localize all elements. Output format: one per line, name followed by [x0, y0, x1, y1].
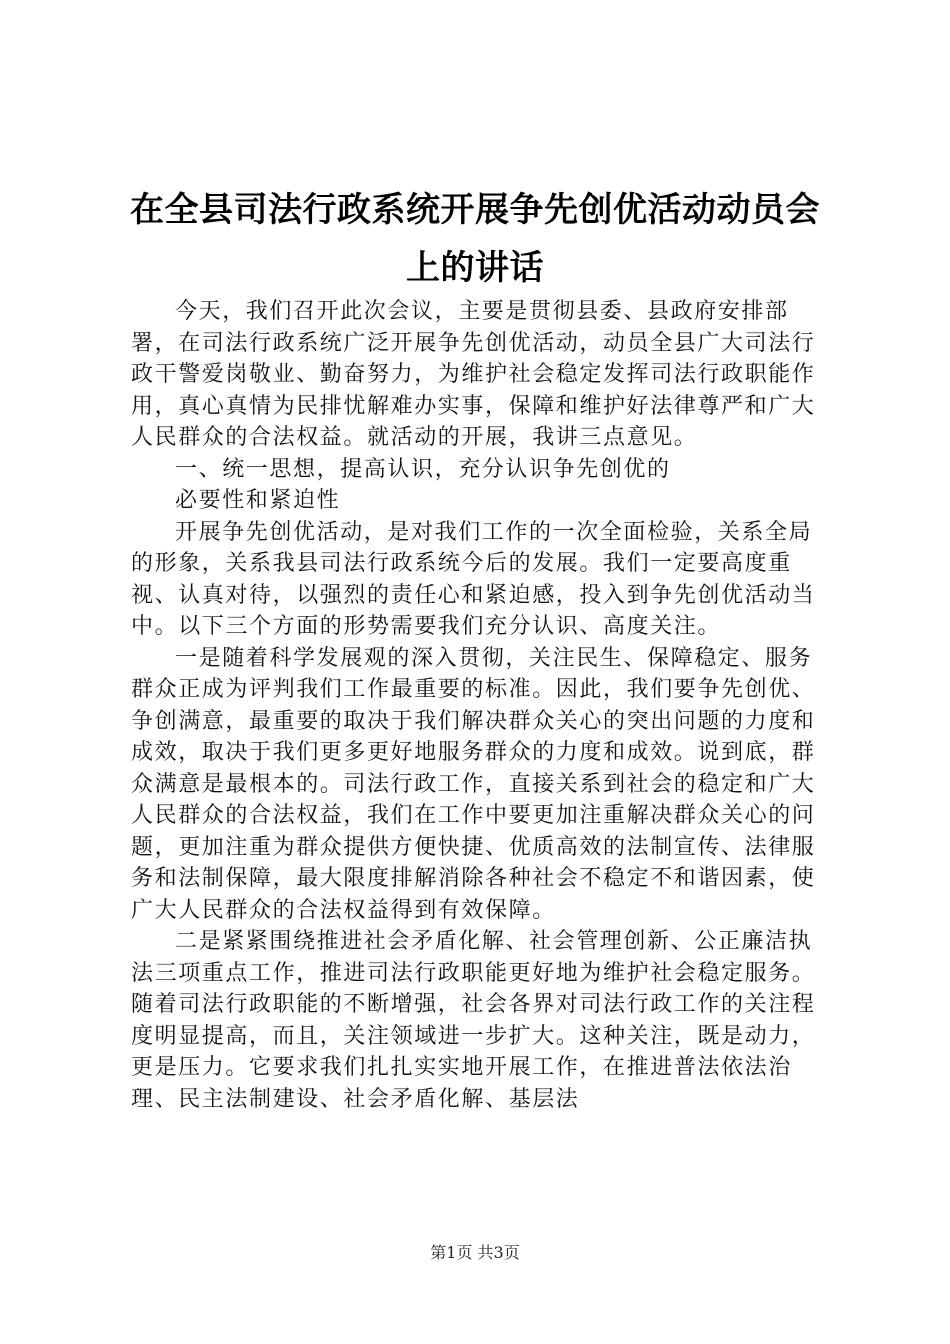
- paragraph-section-intro: 开展争先创优活动，是对我们工作的一次全面检验，关系全局的形象，关系我县司法行政系统今后的发展。我们一定要高度重视、认真对待，以强烈的责任心和紧迫感，投入到争先创优活动当中。以下三个方面的形势需要我们充分认识、高度关注。: [131, 519, 816, 639]
- section-heading-line-1: 一、统一思想，提高认识，充分认识争先创优的: [175, 456, 671, 482]
- paragraph-point-two: 二是紧紧围绕推进社会矛盾化解、社会管理创新、公正廉洁执法三项重点工作，推进司法行政职能更好地为维护社会稳定服务。随着司法行政职能的不断增强，社会各界对司法行政工作的关注程度明显提高，而且，关注领域进一步扩大。这种关注，既是动力，更是压力。它要求我们扎扎实实地开展工作，在推进普法依法治理、民主法制建设、社会矛盾化解、基层法: [131, 929, 816, 1112]
- document-body: [131, 296, 831, 1115]
- document-title-line-1: 在全县司法行政系统开展争先创优活动动员会: [130, 190, 820, 230]
- paragraph-point-one: 一是随着科学发展观的深入贯彻，关注民生、保障稳定、服务群众正成为评判我们工作最重要的标准。因此，我们要争先创优、争创满意，最重要的取决于我们解决群众关心的突出问题的力度和成效，取决于我们更多更好地服务群众的力度和成效。说到底，群众满意是最根本的。司法行政工作，直接关系到社会的稳定和广大人民群众的合法权益，我们在工作中要更加注重解决群众关心的问题，更加注重为群众提供方便快捷、优质高效的法制宣传、法律服务和法制保障，最大限度排解消除各种社会不稳定不和谐因素，使广大人民群众的合法权益得到有效保障。: [131, 645, 816, 923]
- paragraph-intro: 今天，我们召开此次会议，主要是贯彻县委、县政府安排部署，在司法行政系统广泛开展争先创优活动，动员全县广大司法行政干警爱岗敬业、勤奋努力，为维护社会稳定发挥司法行政职能作用，真心真情为民排忧解难办实事，保障和维护好法律尊严和广大人民群众的合法权益。就活动的开展，我讲三点意见。: [131, 299, 816, 450]
- document-title-line-2: 上的讲话: [406, 248, 544, 288]
- page-footer: 第1页 共3页: [430, 1243, 520, 1262]
- section-heading-line-2: 必要性和紧迫性: [175, 488, 341, 513]
